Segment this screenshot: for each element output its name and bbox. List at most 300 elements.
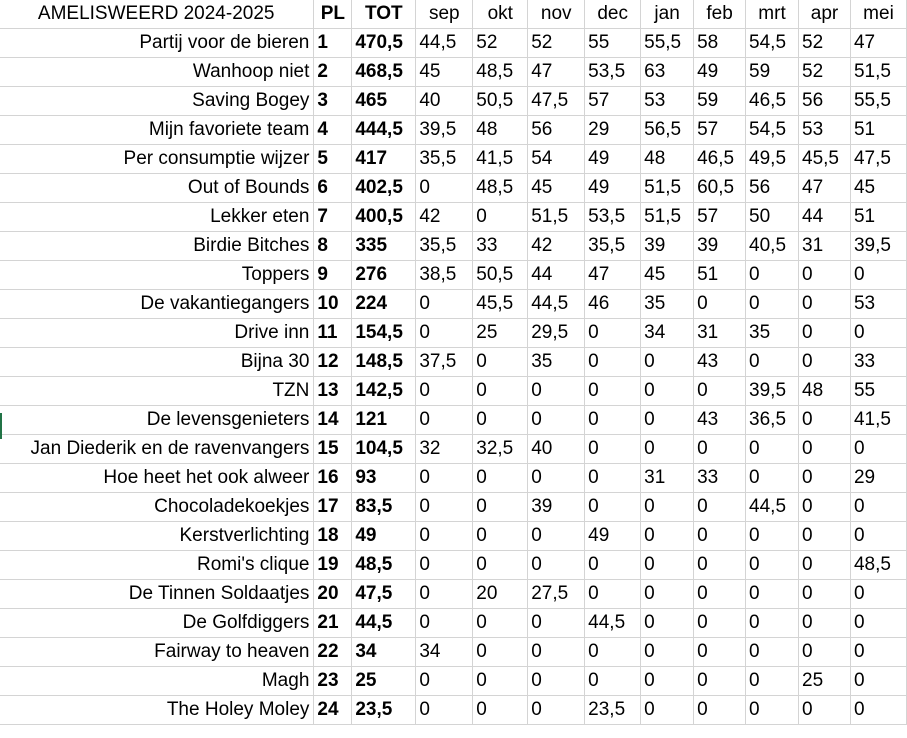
- team-name-cell[interactable]: Romi's clique: [0, 551, 314, 580]
- score-cell[interactable]: 31: [641, 464, 694, 493]
- score-cell[interactable]: 44,5: [416, 29, 473, 58]
- total-cell[interactable]: 465: [352, 87, 416, 116]
- score-cell[interactable]: 0: [528, 522, 585, 551]
- score-cell[interactable]: 50: [746, 203, 799, 232]
- score-cell[interactable]: 0: [799, 464, 851, 493]
- month-header-cell[interactable]: jan: [641, 0, 694, 29]
- team-name-cell[interactable]: Wanhoop niet: [0, 58, 314, 87]
- score-cell[interactable]: 0: [473, 609, 528, 638]
- score-cell[interactable]: 0: [850, 493, 906, 522]
- score-cell[interactable]: 44: [799, 203, 851, 232]
- total-cell[interactable]: 23,5: [352, 696, 416, 725]
- score-cell[interactable]: 0: [473, 522, 528, 551]
- score-cell[interactable]: 33: [694, 464, 746, 493]
- score-cell[interactable]: 42: [416, 203, 473, 232]
- rank-cell[interactable]: 7: [314, 203, 352, 232]
- rank-cell[interactable]: 9: [314, 261, 352, 290]
- score-cell[interactable]: 0: [416, 667, 473, 696]
- score-cell[interactable]: 33: [850, 348, 906, 377]
- score-cell[interactable]: 0: [473, 696, 528, 725]
- score-cell[interactable]: 35: [528, 348, 585, 377]
- score-cell[interactable]: 0: [641, 493, 694, 522]
- score-cell[interactable]: 0: [746, 348, 799, 377]
- score-cell[interactable]: 54: [528, 145, 585, 174]
- team-name-cell[interactable]: Bijna 30: [0, 348, 314, 377]
- total-cell[interactable]: 121: [352, 406, 416, 435]
- score-cell[interactable]: 0: [585, 464, 641, 493]
- score-cell[interactable]: 52: [528, 29, 585, 58]
- score-cell[interactable]: 38,5: [416, 261, 473, 290]
- score-cell[interactable]: 35: [641, 290, 694, 319]
- score-cell[interactable]: 0: [641, 435, 694, 464]
- month-header-cell[interactable]: mrt: [746, 0, 799, 29]
- score-cell[interactable]: 39: [694, 232, 746, 261]
- score-cell[interactable]: 0: [746, 580, 799, 609]
- score-cell[interactable]: 0: [694, 696, 746, 725]
- score-cell[interactable]: 0: [799, 638, 851, 667]
- team-name-cell[interactable]: Drive inn: [0, 319, 314, 348]
- team-name-cell[interactable]: The Holey Moley: [0, 696, 314, 725]
- score-cell[interactable]: 0: [585, 667, 641, 696]
- score-cell[interactable]: 33: [473, 232, 528, 261]
- rank-cell[interactable]: 3: [314, 87, 352, 116]
- total-cell[interactable]: 93: [352, 464, 416, 493]
- score-cell[interactable]: 0: [799, 319, 851, 348]
- total-cell[interactable]: 154,5: [352, 319, 416, 348]
- score-cell[interactable]: 0: [799, 435, 851, 464]
- score-cell[interactable]: 0: [473, 203, 528, 232]
- score-cell[interactable]: 50,5: [473, 261, 528, 290]
- score-cell[interactable]: 53: [850, 290, 906, 319]
- score-cell[interactable]: 53,5: [585, 58, 641, 87]
- score-cell[interactable]: 45,5: [799, 145, 851, 174]
- score-cell[interactable]: 47: [585, 261, 641, 290]
- score-cell[interactable]: 43: [694, 406, 746, 435]
- score-cell[interactable]: 56: [746, 174, 799, 203]
- score-cell[interactable]: 0: [799, 348, 851, 377]
- month-header-cell[interactable]: feb: [694, 0, 746, 29]
- score-cell[interactable]: 0: [416, 551, 473, 580]
- score-cell[interactable]: 0: [850, 261, 906, 290]
- score-cell[interactable]: 0: [799, 290, 851, 319]
- score-cell[interactable]: 51: [850, 116, 906, 145]
- team-name-cell[interactable]: Partij voor de bieren: [0, 29, 314, 58]
- rank-cell[interactable]: 17: [314, 493, 352, 522]
- score-cell[interactable]: 0: [416, 290, 473, 319]
- team-name-cell[interactable]: Per consumptie wijzer: [0, 145, 314, 174]
- score-cell[interactable]: 40: [416, 87, 473, 116]
- score-cell[interactable]: 47: [528, 58, 585, 87]
- score-cell[interactable]: 0: [850, 522, 906, 551]
- team-name-cell[interactable]: Kerstverlichting: [0, 522, 314, 551]
- score-cell[interactable]: 31: [799, 232, 851, 261]
- score-cell[interactable]: 0: [585, 348, 641, 377]
- team-name-cell[interactable]: Lekker eten: [0, 203, 314, 232]
- score-cell[interactable]: 0: [416, 580, 473, 609]
- score-cell[interactable]: 0: [799, 609, 851, 638]
- team-name-cell[interactable]: Out of Bounds: [0, 174, 314, 203]
- rank-cell[interactable]: 23: [314, 667, 352, 696]
- score-cell[interactable]: 55: [585, 29, 641, 58]
- score-cell[interactable]: 36,5: [746, 406, 799, 435]
- score-cell[interactable]: 29: [585, 116, 641, 145]
- total-cell[interactable]: 224: [352, 290, 416, 319]
- score-cell[interactable]: 45: [850, 174, 906, 203]
- rank-cell[interactable]: 16: [314, 464, 352, 493]
- score-cell[interactable]: 58: [694, 29, 746, 58]
- score-cell[interactable]: 0: [585, 580, 641, 609]
- score-cell[interactable]: 0: [694, 435, 746, 464]
- score-cell[interactable]: 0: [746, 551, 799, 580]
- score-cell[interactable]: 48,5: [473, 174, 528, 203]
- total-cell[interactable]: 470,5: [352, 29, 416, 58]
- team-name-cell[interactable]: Chocoladekoekjes: [0, 493, 314, 522]
- total-cell[interactable]: 49: [352, 522, 416, 551]
- score-cell[interactable]: 51,5: [641, 174, 694, 203]
- score-cell[interactable]: 0: [528, 638, 585, 667]
- score-cell[interactable]: 0: [416, 609, 473, 638]
- rank-cell[interactable]: 18: [314, 522, 352, 551]
- rank-cell[interactable]: 10: [314, 290, 352, 319]
- score-cell[interactable]: 0: [694, 609, 746, 638]
- team-name-cell[interactable]: De Golfdiggers: [0, 609, 314, 638]
- score-cell[interactable]: 0: [585, 435, 641, 464]
- score-cell[interactable]: 31: [694, 319, 746, 348]
- score-cell[interactable]: 52: [799, 29, 851, 58]
- month-header-cell[interactable]: mei: [850, 0, 906, 29]
- score-cell[interactable]: 0: [746, 290, 799, 319]
- score-cell[interactable]: 0: [641, 609, 694, 638]
- score-cell[interactable]: 52: [799, 58, 851, 87]
- score-cell[interactable]: 0: [528, 551, 585, 580]
- score-cell[interactable]: 0: [528, 377, 585, 406]
- score-cell[interactable]: 41,5: [850, 406, 906, 435]
- score-cell[interactable]: 0: [416, 319, 473, 348]
- score-cell[interactable]: 0: [746, 464, 799, 493]
- total-cell[interactable]: 400,5: [352, 203, 416, 232]
- score-cell[interactable]: 0: [528, 667, 585, 696]
- team-name-cell[interactable]: Birdie Bitches: [0, 232, 314, 261]
- score-cell[interactable]: 47: [850, 29, 906, 58]
- score-cell[interactable]: 49: [585, 522, 641, 551]
- total-cell[interactable]: 444,5: [352, 116, 416, 145]
- score-cell[interactable]: 41,5: [473, 145, 528, 174]
- score-cell[interactable]: 0: [694, 290, 746, 319]
- team-name-cell[interactable]: Saving Bogey: [0, 87, 314, 116]
- score-cell[interactable]: 46,5: [746, 87, 799, 116]
- score-cell[interactable]: 0: [641, 696, 694, 725]
- score-cell[interactable]: 44: [528, 261, 585, 290]
- score-cell[interactable]: 45: [416, 58, 473, 87]
- score-cell[interactable]: 0: [416, 174, 473, 203]
- score-cell[interactable]: 43: [694, 348, 746, 377]
- score-cell[interactable]: 56: [528, 116, 585, 145]
- score-cell[interactable]: 0: [850, 609, 906, 638]
- month-header-cell[interactable]: apr: [799, 0, 851, 29]
- rank-cell[interactable]: 11: [314, 319, 352, 348]
- score-cell[interactable]: 37,5: [416, 348, 473, 377]
- score-cell[interactable]: 51,5: [641, 203, 694, 232]
- score-cell[interactable]: 45: [528, 174, 585, 203]
- score-cell[interactable]: 50,5: [473, 87, 528, 116]
- score-cell[interactable]: 0: [694, 638, 746, 667]
- score-cell[interactable]: 0: [473, 348, 528, 377]
- score-cell[interactable]: 0: [746, 638, 799, 667]
- score-cell[interactable]: 0: [416, 696, 473, 725]
- score-cell[interactable]: 0: [641, 551, 694, 580]
- score-cell[interactable]: 0: [416, 464, 473, 493]
- score-cell[interactable]: 35,5: [416, 145, 473, 174]
- score-cell[interactable]: 0: [473, 551, 528, 580]
- score-cell[interactable]: 25: [799, 667, 851, 696]
- score-cell[interactable]: 0: [694, 667, 746, 696]
- score-cell[interactable]: 49,5: [746, 145, 799, 174]
- score-cell[interactable]: 0: [746, 261, 799, 290]
- score-cell[interactable]: 0: [473, 406, 528, 435]
- score-cell[interactable]: 0: [850, 580, 906, 609]
- total-cell[interactable]: 335: [352, 232, 416, 261]
- score-cell[interactable]: 44,5: [528, 290, 585, 319]
- score-cell[interactable]: 40: [528, 435, 585, 464]
- score-cell[interactable]: 0: [746, 522, 799, 551]
- score-cell[interactable]: 59: [746, 58, 799, 87]
- score-cell[interactable]: 0: [746, 435, 799, 464]
- score-cell[interactable]: 39,5: [416, 116, 473, 145]
- score-cell[interactable]: 34: [641, 319, 694, 348]
- score-cell[interactable]: 56: [799, 87, 851, 116]
- score-cell[interactable]: 56,5: [641, 116, 694, 145]
- score-cell[interactable]: 0: [850, 638, 906, 667]
- score-cell[interactable]: 53: [799, 116, 851, 145]
- score-cell[interactable]: 0: [641, 406, 694, 435]
- rank-cell[interactable]: 6: [314, 174, 352, 203]
- total-cell[interactable]: 47,5: [352, 580, 416, 609]
- rank-cell[interactable]: 1: [314, 29, 352, 58]
- score-cell[interactable]: 53,5: [585, 203, 641, 232]
- rank-cell[interactable]: 22: [314, 638, 352, 667]
- team-name-cell[interactable]: De levensgenieters: [0, 406, 314, 435]
- score-cell[interactable]: 0: [641, 667, 694, 696]
- month-header-cell[interactable]: okt: [473, 0, 528, 29]
- total-cell[interactable]: 48,5: [352, 551, 416, 580]
- team-name-cell[interactable]: Fairway to heaven: [0, 638, 314, 667]
- total-cell[interactable]: 25: [352, 667, 416, 696]
- rank-cell[interactable]: 24: [314, 696, 352, 725]
- score-cell[interactable]: 0: [799, 406, 851, 435]
- score-cell[interactable]: 48: [641, 145, 694, 174]
- score-cell[interactable]: 40,5: [746, 232, 799, 261]
- total-cell[interactable]: 402,5: [352, 174, 416, 203]
- score-cell[interactable]: 25: [473, 319, 528, 348]
- score-cell[interactable]: 48: [473, 116, 528, 145]
- score-cell[interactable]: 0: [799, 522, 851, 551]
- score-cell[interactable]: 51: [694, 261, 746, 290]
- score-cell[interactable]: 0: [473, 377, 528, 406]
- total-cell[interactable]: 468,5: [352, 58, 416, 87]
- team-name-cell[interactable]: Toppers: [0, 261, 314, 290]
- score-cell[interactable]: 0: [850, 435, 906, 464]
- month-header-cell[interactable]: nov: [528, 0, 585, 29]
- score-cell[interactable]: 52: [473, 29, 528, 58]
- score-cell[interactable]: 60,5: [694, 174, 746, 203]
- score-cell[interactable]: 0: [416, 522, 473, 551]
- score-cell[interactable]: 53: [641, 87, 694, 116]
- score-cell[interactable]: 54,5: [746, 29, 799, 58]
- rank-cell[interactable]: 5: [314, 145, 352, 174]
- team-name-cell[interactable]: Mijn favoriete team: [0, 116, 314, 145]
- score-cell[interactable]: 63: [641, 58, 694, 87]
- pl-header-cell[interactable]: PL: [314, 0, 352, 29]
- tot-header-cell[interactable]: TOT: [352, 0, 416, 29]
- total-cell[interactable]: 104,5: [352, 435, 416, 464]
- score-cell[interactable]: 0: [746, 667, 799, 696]
- score-cell[interactable]: 0: [746, 609, 799, 638]
- score-cell[interactable]: 49: [694, 58, 746, 87]
- score-cell[interactable]: 46,5: [694, 145, 746, 174]
- score-cell[interactable]: 32,5: [473, 435, 528, 464]
- score-cell[interactable]: 0: [799, 551, 851, 580]
- score-cell[interactable]: 0: [694, 551, 746, 580]
- score-cell[interactable]: 32: [416, 435, 473, 464]
- score-cell[interactable]: 0: [694, 522, 746, 551]
- score-cell[interactable]: 47: [799, 174, 851, 203]
- score-cell[interactable]: 42: [528, 232, 585, 261]
- team-name-cell[interactable]: De Tinnen Soldaatjes: [0, 580, 314, 609]
- score-cell[interactable]: 49: [585, 174, 641, 203]
- score-cell[interactable]: 48,5: [473, 58, 528, 87]
- score-cell[interactable]: 29,5: [528, 319, 585, 348]
- score-cell[interactable]: 55: [850, 377, 906, 406]
- score-cell[interactable]: 44,5: [746, 493, 799, 522]
- score-cell[interactable]: 47,5: [528, 87, 585, 116]
- score-cell[interactable]: 0: [850, 319, 906, 348]
- score-cell[interactable]: 29: [850, 464, 906, 493]
- score-cell[interactable]: 51,5: [850, 58, 906, 87]
- score-cell[interactable]: 55,5: [850, 87, 906, 116]
- score-cell[interactable]: 20: [473, 580, 528, 609]
- rank-cell[interactable]: 12: [314, 348, 352, 377]
- score-cell[interactable]: 0: [528, 464, 585, 493]
- rank-cell[interactable]: 2: [314, 58, 352, 87]
- score-cell[interactable]: 0: [641, 522, 694, 551]
- team-name-cell[interactable]: TZN: [0, 377, 314, 406]
- score-cell[interactable]: 0: [799, 696, 851, 725]
- score-cell[interactable]: 54,5: [746, 116, 799, 145]
- rank-cell[interactable]: 14: [314, 406, 352, 435]
- score-cell[interactable]: 0: [585, 551, 641, 580]
- score-cell[interactable]: 0: [528, 406, 585, 435]
- score-cell[interactable]: 35,5: [416, 232, 473, 261]
- score-cell[interactable]: 48: [799, 377, 851, 406]
- score-cell[interactable]: 0: [641, 638, 694, 667]
- total-cell[interactable]: 142,5: [352, 377, 416, 406]
- score-cell[interactable]: 45: [641, 261, 694, 290]
- score-cell[interactable]: 0: [641, 348, 694, 377]
- score-cell[interactable]: 0: [585, 377, 641, 406]
- score-cell[interactable]: 23,5: [585, 696, 641, 725]
- score-cell[interactable]: 45,5: [473, 290, 528, 319]
- score-cell[interactable]: 39,5: [746, 377, 799, 406]
- score-cell[interactable]: 0: [473, 464, 528, 493]
- score-cell[interactable]: 0: [850, 696, 906, 725]
- score-cell[interactable]: 35,5: [585, 232, 641, 261]
- score-cell[interactable]: 0: [799, 580, 851, 609]
- month-header-cell[interactable]: dec: [585, 0, 641, 29]
- score-cell[interactable]: 0: [585, 493, 641, 522]
- score-cell[interactable]: 39,5: [850, 232, 906, 261]
- score-cell[interactable]: 0: [528, 609, 585, 638]
- score-cell[interactable]: 55,5: [641, 29, 694, 58]
- rank-cell[interactable]: 4: [314, 116, 352, 145]
- total-cell[interactable]: 83,5: [352, 493, 416, 522]
- score-cell[interactable]: 0: [694, 377, 746, 406]
- score-cell[interactable]: 0: [416, 493, 473, 522]
- score-cell[interactable]: 51: [850, 203, 906, 232]
- team-name-cell[interactable]: Magh: [0, 667, 314, 696]
- score-cell[interactable]: 0: [694, 580, 746, 609]
- score-cell[interactable]: 39: [641, 232, 694, 261]
- score-cell[interactable]: 49: [585, 145, 641, 174]
- score-cell[interactable]: 0: [416, 406, 473, 435]
- score-cell[interactable]: 0: [473, 638, 528, 667]
- score-cell[interactable]: 57: [694, 203, 746, 232]
- score-cell[interactable]: 0: [416, 377, 473, 406]
- score-cell[interactable]: 51,5: [528, 203, 585, 232]
- score-cell[interactable]: 44,5: [585, 609, 641, 638]
- month-header-cell[interactable]: sep: [416, 0, 473, 29]
- rank-cell[interactable]: 19: [314, 551, 352, 580]
- score-cell[interactable]: 0: [585, 638, 641, 667]
- score-cell[interactable]: 59: [694, 87, 746, 116]
- total-cell[interactable]: 417: [352, 145, 416, 174]
- score-cell[interactable]: 0: [641, 377, 694, 406]
- total-cell[interactable]: 276: [352, 261, 416, 290]
- score-cell[interactable]: 0: [799, 261, 851, 290]
- score-cell[interactable]: 0: [799, 493, 851, 522]
- rank-cell[interactable]: 15: [314, 435, 352, 464]
- rank-cell[interactable]: 21: [314, 609, 352, 638]
- score-cell[interactable]: 57: [694, 116, 746, 145]
- score-cell[interactable]: 34: [416, 638, 473, 667]
- score-cell[interactable]: 48,5: [850, 551, 906, 580]
- score-cell[interactable]: 27,5: [528, 580, 585, 609]
- score-cell[interactable]: 39: [528, 493, 585, 522]
- score-cell[interactable]: 47,5: [850, 145, 906, 174]
- score-cell[interactable]: 0: [746, 696, 799, 725]
- total-cell[interactable]: 44,5: [352, 609, 416, 638]
- score-cell[interactable]: 0: [528, 696, 585, 725]
- score-cell[interactable]: 0: [473, 667, 528, 696]
- rank-cell[interactable]: 13: [314, 377, 352, 406]
- score-cell[interactable]: 0: [473, 493, 528, 522]
- score-cell[interactable]: 46: [585, 290, 641, 319]
- score-cell[interactable]: 35: [746, 319, 799, 348]
- title-cell[interactable]: AMELISWEERD 2024-2025: [0, 0, 314, 29]
- rank-cell[interactable]: 8: [314, 232, 352, 261]
- score-cell[interactable]: 0: [585, 319, 641, 348]
- total-cell[interactable]: 34: [352, 638, 416, 667]
- score-cell[interactable]: 0: [850, 667, 906, 696]
- score-cell[interactable]: 57: [585, 87, 641, 116]
- score-cell[interactable]: 0: [694, 493, 746, 522]
- team-name-cell[interactable]: De vakantiegangers: [0, 290, 314, 319]
- score-cell[interactable]: 0: [585, 406, 641, 435]
- score-cell[interactable]: 0: [641, 580, 694, 609]
- rank-cell[interactable]: 20: [314, 580, 352, 609]
- total-cell[interactable]: 148,5: [352, 348, 416, 377]
- team-name-cell[interactable]: Hoe heet het ook alweer: [0, 464, 314, 493]
- team-name-cell[interactable]: Jan Diederik en de ravenvangers: [0, 435, 314, 464]
